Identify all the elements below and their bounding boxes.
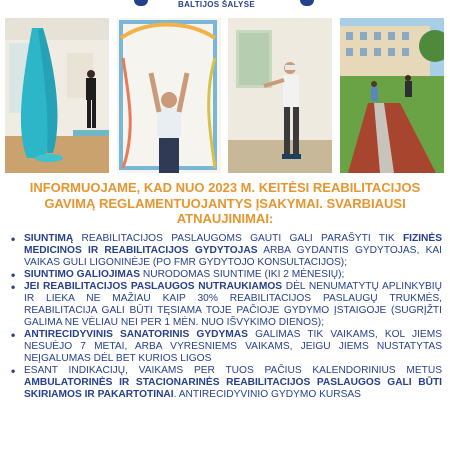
photo-outdoor-walk [340, 18, 444, 173]
list-item [6, 281, 442, 329]
item-emphasis: FIZINĖS MEDICINOS IR REABILITACIJOS GYDYTOJAS [24, 233, 442, 256]
item-emphasis: SIUNTIMĄ [24, 233, 74, 244]
item-emphasis: JEI REABILITACIJOS PASLAUGOS NUTRAUKIAMOS [24, 281, 283, 292]
updates-list [6, 233, 442, 401]
notice-title: INFORMUOJAME, KAD NUO 2023 M. KEITĖSI REABILITACIJOS GAVIMĄ REGLAMENTUOJANTYS ĮSAKYMAI. SVARBIAUSI ATNAUJINIMAI: [29, 180, 421, 226]
photo-aerial-yoga [5, 18, 109, 173]
item-text: . ANTIRECIDYVINIO GYDYMO KURSAS [173, 389, 361, 400]
item-text: REABILITACIJOS PASLAUGOMS GAUTI GALI PARAŠYTI TIK [73, 233, 403, 244]
photo-wall-exercise [117, 18, 221, 173]
list-item [6, 365, 442, 401]
item-text: GALIMAS TIK VAIKAMS, KOL JIEMS NESUĖJO 7 METAI, ARBA VYRESNIEMS VAIKAMS, JEIGU JIEMS NUSTATYTAS NEĮGALUMAS DĖL BET KURIOS LIGOS [24, 329, 442, 364]
item-text: DĖL NENUMATYTŲ APLINKYBIŲ IR LIEKA NE MAŽIAU KAIP 30% REABILITACIJOS PASLAUGŲ TRUKMĖS, REABILITACIJA GALI BŪTI TĘSIAMA TOJE PAČIOJE GYDYMO ĮSTAIGOJE (SUGRĮŽTI GALIMA NE VĖLIAU NEI PER 1 MĖN. NUO IŠVYKIMO DIENOS); [24, 281, 442, 328]
list-item [6, 329, 442, 365]
header-org-text: BALTIJOS ŠALYSE [178, 0, 255, 9]
item-emphasis: ANTIRECIDYVINIS SANATORINIS GYDYMAS [24, 329, 248, 340]
item-emphasis: AMBULATORINĖS IR STACIONARINĖS REABILITACIJOS PASLAUGOS GALI BŪTI SKIRIAMOS IR PAKARTOTINAI [24, 377, 442, 400]
logo-figure-left-icon [134, 0, 148, 6]
header [0, 0, 450, 12]
photo-collage [5, 18, 445, 173]
item-text: NURODOMAS SIUNTIME (IKI 2 MĖNESIŲ); [140, 269, 345, 280]
photo-vr-exercise [228, 18, 332, 173]
item-emphasis: SIUNTIMO GALIOJIMAS [24, 269, 141, 280]
item-text: ESANT INDIKACIJŲ, VAIKAMS PER TUOS PAČIUS KALENDORINIUS METUS [24, 365, 442, 376]
item-text: ARBA GYDANTIS GYDYTOJAS, KAI VAIKAS GULI LIGONINĖJE (PO FMR GYDYTOJO KONSULTACIJOS); [24, 245, 442, 268]
list-item [6, 233, 442, 269]
logo-figure-right-icon [300, 0, 314, 6]
list-item [6, 269, 442, 281]
